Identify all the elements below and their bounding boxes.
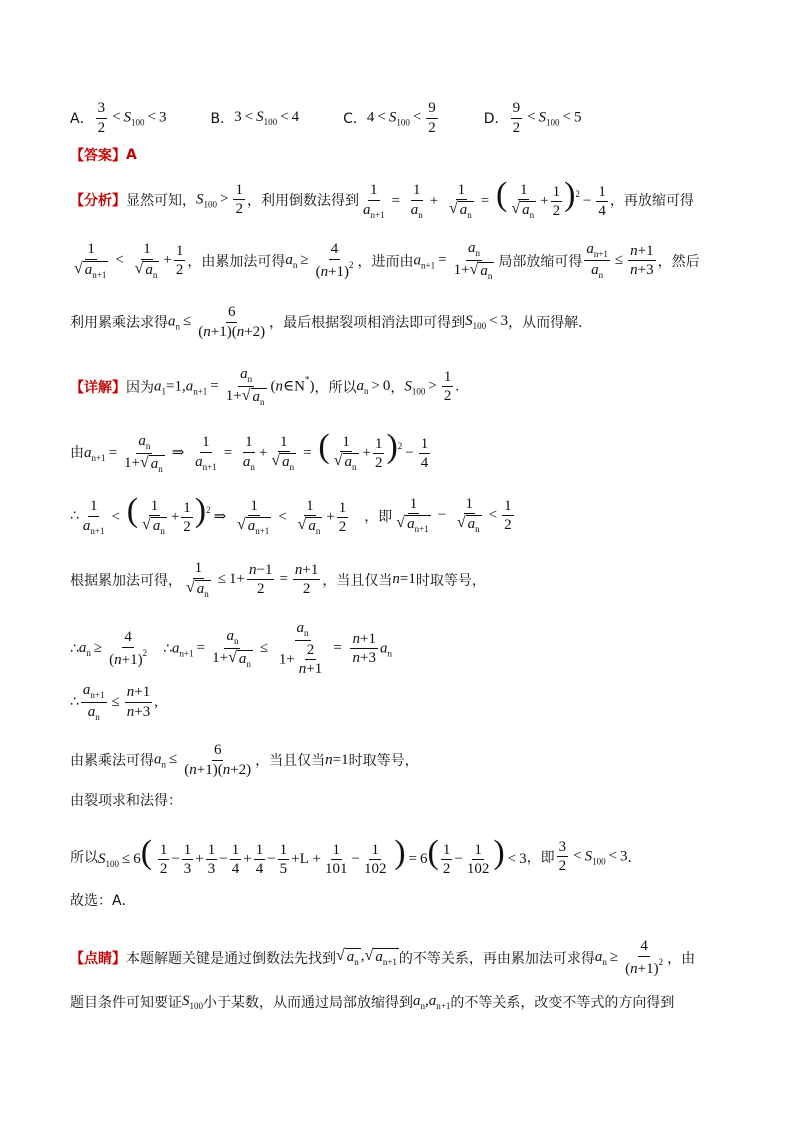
- option-a: A． $\frac{3}{2}$ < $S_{100} < 3$: [70, 100, 167, 136]
- option-b: B． $3 < S_{100} < 4$: [210, 109, 300, 127]
- option-d-label: D．: [483, 111, 509, 127]
- analysis-line-3: 利用累乘法求得 $a_n$ ≤ $\frac{6}{(n+1)(n+2)}$ ，最后根据裂项相消法即可得到 $S_{100} < 3$ ，从而得解．: [70, 304, 593, 340]
- detail-line-1: 【详解】 因为 $a_1=1,a_{n+1}$ = $a_n$ 1+ √ $a_n$ (n∈N*) ，所以 $a_n > 0$ ， $S_{100}$ > $\frac{1}{2}$ .: [70, 366, 460, 407]
- review-line-1: 【点睛】 本题解题关键是通过倒数法先找到 √ $a_n$ , √ $a_{n+1}$ 的不等关系，再由累加法可求得 $a_n$ ≥ $\frac{4}{(n+1)^2}$ ，由: [70, 938, 696, 977]
- analysis-line-1: 【分析】 显然可知， $S_{100}$ > $\frac{1}{2}$ ，利用倒数法得到 $\frac{1}{a_{n+1}}$ = $\frac{1}{a_n}$ + 1 √ $a_n$ = ( 1 √ $a_n$ + $\frac{1}{2}$ )$^2$ − $\frac{1}{4}$ ，再放缩可得: [70, 176, 694, 221]
- detail-line-8: 由裂项求和法得：: [70, 793, 182, 809]
- detail-line-3: ∴ $\frac{1}{a_{n+1}}$ < ( 1 √ $a_n$ + $\frac{1}{2}$ )$^2$ ⇒ 1 √ $a_{n+1}$ < 1 √ $a_n$ + $\frac{1}{2}$ ，即 1 √ $a_{n+1}$ − 1 √ $a_n$ < $\frac{1}{2}$: [70, 492, 512, 537]
- option-a-label: A．: [70, 111, 94, 127]
- option-b-label: B．: [210, 111, 235, 127]
- detail-choose: 故选：A．: [70, 893, 136, 909]
- option-c-label: C．: [343, 111, 367, 127]
- option-d: D． $\frac{9}{2}$ < $S_{100} < 5$: [483, 100, 582, 136]
- options-row: [70, 100, 626, 136]
- analysis-line-2: 1 √ $a_{n+1}$ < 1 √ $a_n$ + $\frac{1}{2}$ ，由累加法可得 $a_n$ ≥ $\frac{4}{(n+1)^2}$ ，进而由 $a_{n+1}$ = $a_n$ 1+ √ $a_n$ 局部放缩可得 $\frac{a_{n+1}}{a_n}$ ≤ $\frac{n+1}{n+3}$ ，然后: [74, 240, 700, 281]
- detail-line-5: ∴ $a_n$ ≥ $\frac{4}{(n+1)^2}$ ∴ $a_{n+1}$ = $a_n$ 1+ √ $a_n$ ≤ $a_n$ 1+ $\frac{2}{n+1}$ = $\frac{n+1}{n+3}$ $a_n$: [70, 620, 392, 678]
- answer-value: A: [126, 147, 137, 163]
- answer-row: [70, 145, 137, 165]
- answer-tag: 【答案】: [70, 148, 126, 164]
- analysis-tag: 【分析】: [70, 192, 126, 209]
- detail-line-7: 由累乘法可得 $a_n$ ≤ $\frac{6}{(n+1)(n+2)}$ ，当且仅当 n=1 时取等号，: [70, 742, 419, 778]
- review-tag: 【点睛】: [70, 950, 126, 967]
- option-c: C． $4 < S_{100}$ < $\frac{9}{2}$: [343, 100, 436, 136]
- detail-line-2: 由 $a_{n+1}$ = $a_n$ 1+ √ $a_n$ ⇒ $\frac{1}{a_{n+1}}$ = $\frac{1}{a_n}$ + 1 √ $a_n$ = ( 1 √ $a_n$ + $\frac{1}{2}$ )$^2$ − $\frac{1}{4}$: [70, 428, 429, 474]
- detail-line-4: 根据累加法可得， 1 √ $a_n$ ≤ 1+ $\frac{n-1}{2}$ = $\frac{n+1}{2}$ ，当且仅当 n=1 时取等号，: [70, 560, 486, 599]
- detail-tag: 【详解】: [70, 379, 126, 396]
- detail-line-9: 所以 $S_{100} \le 6$( $\frac{1}{2}$ − $\frac{1}{3}$ + $\frac{1}{3}$ − $\frac{1}{4}$ + $\frac{1}{4}$ − $\frac{1}{5}$ +L + $\frac{1}{101}$ − $\frac{1}{102}$ ) = 6( $\frac{1}{2}$ − $\frac{1}{102}$ ) < 3 ，即 $\frac{3}{2}$ < $S_{100} < 3$ ．: [70, 834, 642, 878]
- detail-line-6: ∴ $\frac{a_{n+1}}{a_n}$ ≤ $\frac{n+1}{n+3}$ ,: [70, 682, 158, 722]
- review-line-2: 题目条件可知要证 $S_{100}$ 小于某数，从而通过局部放缩得到 $a_n,a_{n+1}$ 的不等关系，改变不等式的方向得到: [70, 993, 675, 1011]
